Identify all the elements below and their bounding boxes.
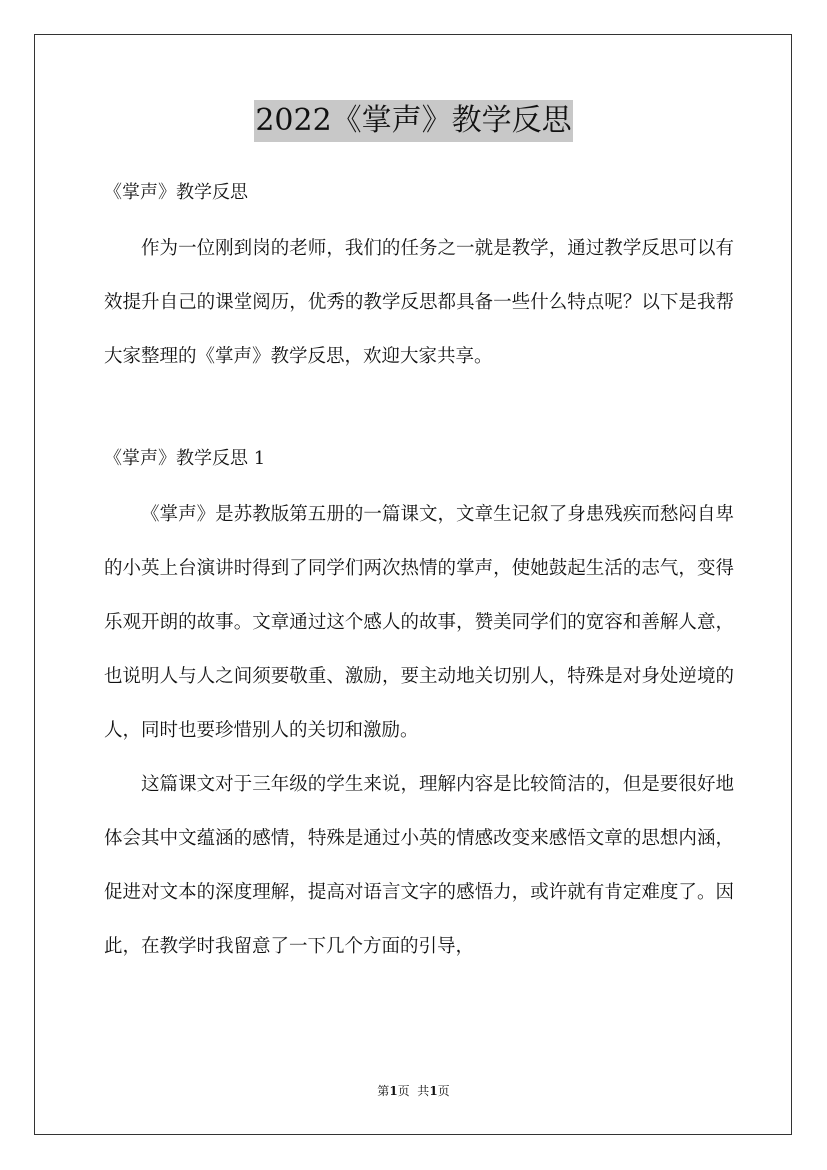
intro-paragraph: 作为一位刚到岗的老师，我们的任务之一就是教学，通过教学反思可以有效提升自己的课堂阅历，优秀的教学反思都具备一些什么特点呢？以下是我帮大家整理的《掌声》教学反思，欢迎大家共享。 <box>104 238 734 367</box>
section-spacer <box>104 384 734 436</box>
footer-page-number: 1 <box>389 1084 398 1098</box>
document-title: 2022《掌声》教学反思 <box>254 100 572 142</box>
body-paragraph-2: 这篇课文对于三年级的学生来说，理解内容是比较简洁的，但是要很好地体会其中文蕴涵的感情，特殊是通过小英的情感改变来感悟文章的思想内涵，促进对文本的深度理解，提高对语言文字的感悟力，或许就有肯定难度了。因此，在教学时我留意了一下几个方面的引导， <box>104 774 734 957</box>
section-heading: 《掌声》教学反思 1 <box>104 448 266 469</box>
footer-page-total: 1 <box>429 1084 438 1098</box>
title-container <box>0 100 827 142</box>
footer-page-suffix: 页 <box>437 1084 450 1098</box>
document-body <box>104 170 734 974</box>
page-footer <box>0 1082 827 1099</box>
footer-page-mid: 页 共 <box>397 1084 430 1098</box>
footer-page-prefix: 第 <box>377 1084 390 1098</box>
body-paragraph-1: 《掌声》是苏教版第五册的一篇课文，文章生记叙了身患残疾而愁闷自卑的小英上台演讲时得到了同学们两次热情的掌声，使她鼓起生活的志气，变得乐观开朗的故事。文章通过这个感人的故事，赞美同学们的宽容和善解人意，也说明人与人之间须要敬重、激励，要主动地关切别人，特殊是对身处逆境的人，同时也要珍惜别人的关切和激励。 <box>104 504 734 741</box>
subtitle: 《掌声》教学反思 <box>104 182 248 203</box>
